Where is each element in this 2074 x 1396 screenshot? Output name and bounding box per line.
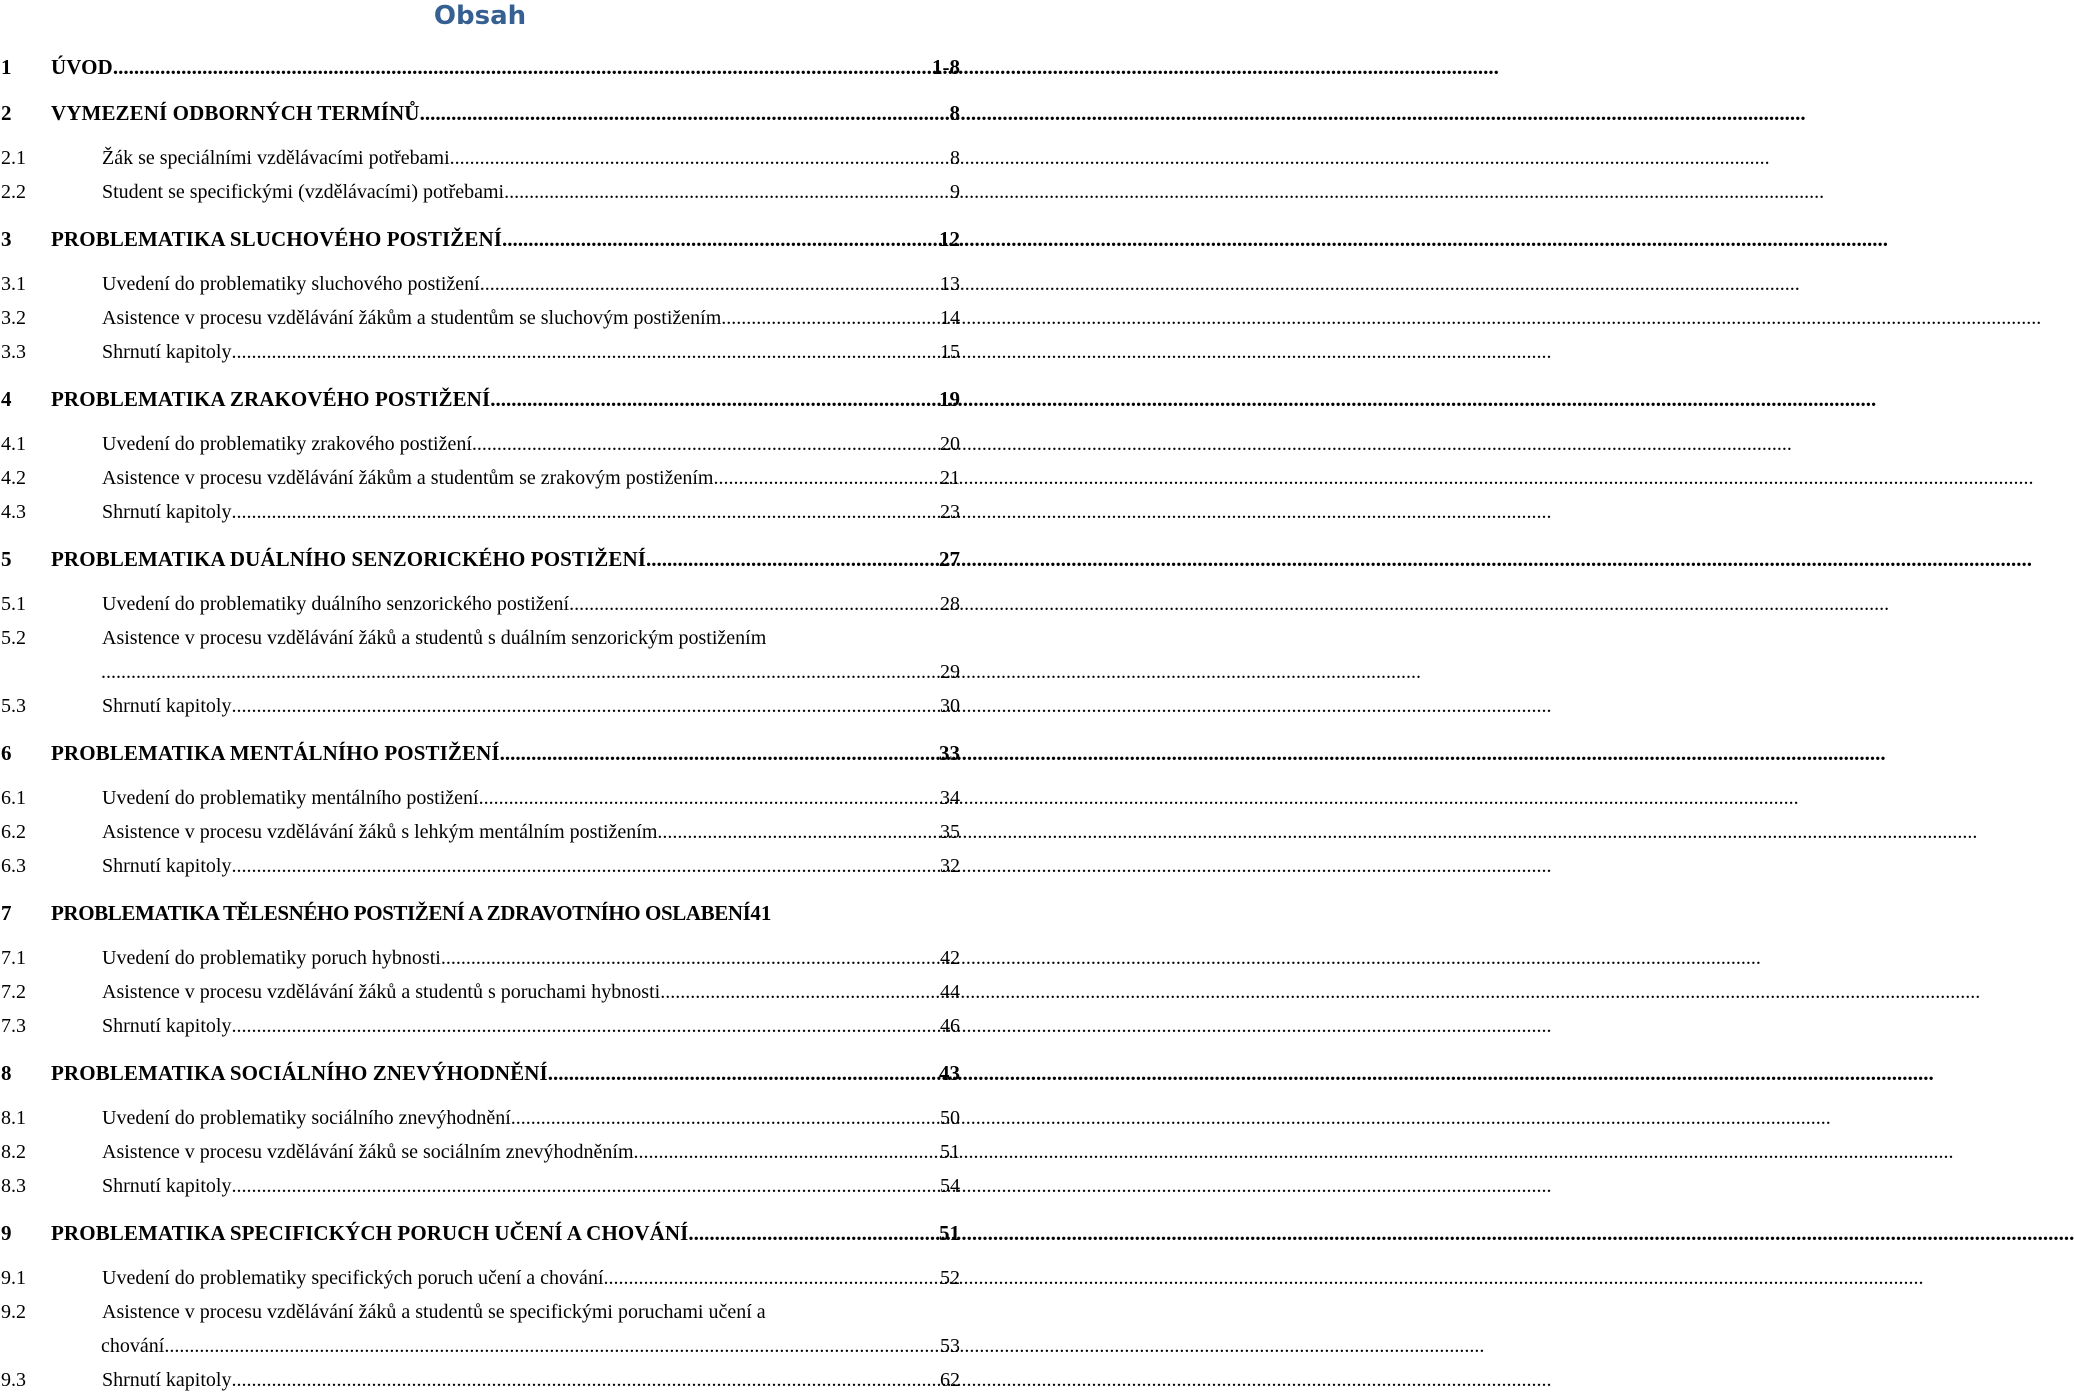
- toc-page: 28: [940, 593, 960, 615]
- toc-label: Žák se speciálními vzdělávacími potřebami: [102, 147, 450, 169]
- toc-label: PROBLEMATIKA DUÁLNÍHO SENZORICKÉHO POSTIŽENÍ: [51, 547, 647, 571]
- toc-number: 7.1: [1, 947, 26, 969]
- toc-leader: [502, 224, 937, 254]
- toc-page: 8: [949, 101, 960, 125]
- toc-label: Shrnutí kapitoly: [102, 855, 232, 877]
- toc-label: VYMEZENÍ ODBORNÝCH TERMÍNŮ: [51, 101, 420, 125]
- toc-leader: [472, 430, 938, 458]
- toc-leader: [231, 692, 938, 720]
- toc-chapter-1[interactable]: [0, 52, 960, 82]
- toc-number: 8.1: [1, 1107, 26, 1129]
- toc-number: 6.2: [1, 821, 26, 843]
- toc-label: PROBLEMATIKA ZRAKOVÉHO POSTIŽENÍ: [51, 387, 491, 411]
- toc-page: 53: [940, 1335, 960, 1357]
- toc-number: 5.1: [1, 593, 26, 615]
- toc-leader: [500, 738, 937, 768]
- toc-section-2-2[interactable]: [0, 178, 960, 206]
- toc-section-5-2[interactable]: [0, 624, 960, 652]
- toc-leader: [660, 978, 938, 1006]
- toc-leader: [420, 98, 948, 128]
- toc-label: PROBLEMATIKA SLUCHOVÉHO POSTIŽENÍ: [51, 227, 502, 251]
- toc-number: 4.2: [1, 467, 26, 489]
- toc-label-continuation: chování: [101, 1335, 165, 1357]
- toc-number: 2.2: [1, 181, 26, 203]
- toc-number: 5.3: [1, 695, 26, 717]
- toc-section-3-3[interactable]: [0, 338, 960, 366]
- toc-label: Shrnutí kapitoly: [102, 695, 232, 717]
- toc-leader: [231, 1172, 938, 1200]
- toc-section-4-2[interactable]: [0, 464, 960, 492]
- toc-label: Asistence v procesu vzdělávání žáků a studentů se specifickými poruchami učení a: [102, 1301, 766, 1323]
- toc-section-6-3[interactable]: [0, 852, 960, 880]
- toc-section-4-3[interactable]: [0, 498, 960, 526]
- toc-number: 3.2: [1, 307, 26, 329]
- toc-number: 4.1: [1, 433, 26, 455]
- toc-page: 13: [940, 273, 960, 295]
- toc-section-3-1[interactable]: [0, 270, 960, 298]
- toc-number: 6.1: [1, 787, 26, 809]
- toc-number: 4: [1, 387, 12, 411]
- toc-page: 29: [940, 661, 960, 683]
- toc-page: 27: [939, 547, 960, 571]
- toc-number: 5.2: [1, 627, 26, 649]
- toc-section-7-3[interactable]: [0, 1012, 960, 1040]
- toc-number: 6.3: [1, 855, 26, 877]
- toc-leader: [231, 852, 938, 880]
- toc-page: 41: [750, 901, 772, 925]
- toc-section-9-3[interactable]: [0, 1366, 960, 1394]
- toc-page: 20: [940, 433, 960, 455]
- toc-leader: [634, 1138, 939, 1166]
- toc-leader: [657, 818, 938, 846]
- toc-leader: [604, 1264, 939, 1292]
- toc-page: 21: [940, 467, 960, 489]
- toc-page: 33: [939, 741, 960, 765]
- toc-section-7-1[interactable]: [0, 944, 960, 972]
- toc-leader: [441, 944, 938, 972]
- toc-title: Obsah: [433, 1, 527, 31]
- toc-page: 23: [940, 501, 960, 523]
- toc-label: PROBLEMATIKA SOCIÁLNÍHO ZNEVÝHODNĚNÍ: [51, 1061, 548, 1085]
- toc-page: 42: [940, 947, 960, 969]
- toc-section-5-2-continuation[interactable]: [0, 658, 960, 686]
- toc-leader: [101, 658, 938, 686]
- toc-number: 3.1: [1, 273, 26, 295]
- toc-section-4-1[interactable]: [0, 430, 960, 458]
- toc-number: 8.2: [1, 1141, 26, 1163]
- toc-label: PROBLEMATIKA SPECIFICKÝCH PORUCH UČENÍ A CHOVÁNÍ: [51, 1221, 689, 1245]
- toc-label: Uvedení do problematiky mentálního postižení: [102, 787, 479, 809]
- toc-number: 1: [1, 55, 12, 79]
- toc-page: 43: [939, 1061, 960, 1085]
- toc-section-3-2[interactable]: [0, 304, 960, 332]
- toc-page: 30: [940, 695, 960, 717]
- toc-page: 8: [950, 147, 960, 169]
- toc-number: 8.3: [1, 1175, 26, 1197]
- toc-section-5-3[interactable]: [0, 692, 960, 720]
- toc-leader: [231, 1366, 938, 1394]
- toc-leader: [721, 304, 938, 332]
- toc-label: Uvedení do problematiky sluchového postižení: [102, 273, 480, 295]
- toc-section-5-1[interactable]: [0, 590, 960, 618]
- toc-chapter-8[interactable]: [0, 1058, 960, 1088]
- toc-number: 2.1: [1, 147, 26, 169]
- toc-leader: [713, 464, 938, 492]
- toc-section-6-2[interactable]: [0, 818, 960, 846]
- toc-label: Asistence v procesu vzdělávání žáků a studentů s duálním senzorickým postižením: [102, 627, 767, 649]
- toc-number: 6: [1, 741, 12, 765]
- toc-label: Asistence v procesu vzdělávání žáků s lehkým mentálním postižením: [102, 821, 658, 843]
- toc-page: 44: [940, 981, 960, 1003]
- toc-leader: [113, 52, 930, 82]
- toc-label: PROBLEMATIKA MENTÁLNÍHO POSTIŽENÍ: [51, 741, 500, 765]
- toc-leader: [231, 498, 938, 526]
- toc-leader: [504, 178, 948, 206]
- toc-number: 3.3: [1, 341, 26, 363]
- toc-section-7-2[interactable]: [0, 978, 960, 1006]
- toc-section-8-1[interactable]: [0, 1104, 960, 1132]
- toc-label: Uvedení do problematiky zrakového postižení: [102, 433, 472, 455]
- toc-label: Uvedení do problematiky duálního senzorického postižení: [102, 593, 570, 615]
- toc-chapter-2[interactable]: [0, 98, 960, 128]
- toc-page: 51: [939, 1221, 960, 1245]
- toc-page: 46: [940, 1015, 960, 1037]
- toc-section-8-3[interactable]: [0, 1172, 960, 1200]
- toc-leader: [490, 384, 937, 414]
- toc-number: 9: [1, 1221, 12, 1245]
- toc-page: 52: [940, 1267, 960, 1289]
- toc-label: Shrnutí kapitoly: [102, 501, 232, 523]
- toc-label: Asistence v procesu vzdělávání žáků a studentů s poruchami hybnosti: [102, 981, 661, 1003]
- toc-number: 7.3: [1, 1015, 26, 1037]
- toc-section-8-2[interactable]: [0, 1138, 960, 1166]
- toc-label: Shrnutí kapitoly: [102, 1015, 232, 1037]
- toc-leader: [231, 338, 938, 366]
- toc-label: Shrnutí kapitoly: [102, 1369, 232, 1391]
- toc-leader: [450, 144, 948, 172]
- toc-number: 9.3: [1, 1369, 26, 1391]
- toc-leader: [480, 270, 938, 298]
- toc-page: 12: [939, 227, 960, 251]
- toc-section-9-1[interactable]: [0, 1264, 960, 1292]
- toc-section-9-2[interactable]: [0, 1298, 960, 1326]
- toc-chapter-9[interactable]: [0, 1218, 960, 1248]
- toc-label: Uvedení do problematiky specifických poruch učení a chování: [102, 1267, 604, 1289]
- toc-page: 50: [940, 1107, 960, 1129]
- toc-page: 14: [940, 307, 960, 329]
- toc-page: 34: [940, 787, 960, 809]
- toc-number: 3: [1, 227, 12, 251]
- toc-chapter-5[interactable]: [0, 544, 960, 574]
- toc-page: 62: [940, 1369, 960, 1391]
- toc-label: Uvedení do problematiky poruch hybnosti: [102, 947, 441, 969]
- toc-page: 32: [940, 855, 960, 877]
- toc-number: 7.2: [1, 981, 26, 1003]
- toc-label: Shrnutí kapitoly: [102, 1175, 232, 1197]
- toc-page: 9: [950, 181, 960, 203]
- toc-page: 51: [940, 1141, 960, 1163]
- toc-number: 9.2: [1, 1301, 26, 1323]
- toc-label: Asistence v procesu vzdělávání žákům a studentům se sluchovým postižením: [102, 307, 722, 329]
- toc-number: 7: [1, 901, 12, 925]
- toc-leader: [548, 1058, 937, 1088]
- toc-leader: [479, 784, 938, 812]
- toc-label: Student se specifickými (vzdělávacími) potřebami: [102, 181, 505, 203]
- toc-number: 9.1: [1, 1267, 26, 1289]
- toc-page: 35: [940, 821, 960, 843]
- toc-chapter-6[interactable]: [0, 738, 960, 768]
- toc-leader: [511, 1104, 938, 1132]
- toc-label: Shrnutí kapitoly: [102, 341, 232, 363]
- toc-section-6-1[interactable]: [0, 784, 960, 812]
- toc-leader: [231, 1012, 938, 1040]
- toc-page: 15: [940, 341, 960, 363]
- toc-number: 5: [1, 547, 12, 571]
- toc-chapter-7[interactable]: [0, 898, 960, 928]
- toc-leader: [164, 1332, 938, 1360]
- toc-label: Asistence v procesu vzdělávání žákům a studentům se zrakovým postižením: [102, 467, 714, 489]
- toc-number: 8: [1, 1061, 12, 1085]
- toc-leader: [646, 544, 937, 574]
- toc-section-9-2-continuation[interactable]: [0, 1332, 960, 1360]
- toc-page: 54: [940, 1175, 960, 1197]
- toc-section-2-1[interactable]: [0, 144, 960, 172]
- toc-label: Asistence v procesu vzdělávání žáků se sociálním znevýhodněním: [102, 1141, 634, 1163]
- toc-chapter-3[interactable]: [0, 224, 960, 254]
- toc-leader: [688, 1218, 937, 1248]
- toc-label: ÚVOD: [51, 55, 113, 79]
- toc-page: 1-8: [932, 55, 960, 79]
- toc-number: 2: [1, 101, 12, 125]
- toc-number: 4.3: [1, 501, 26, 523]
- toc-label: Uvedení do problematiky sociálního znevýhodnění: [102, 1107, 511, 1129]
- toc-leader: [569, 590, 938, 618]
- toc-page: 19: [939, 387, 960, 411]
- toc-chapter-4[interactable]: [0, 384, 960, 414]
- toc-label: PROBLEMATIKA TĚLESNÉHO POSTIŽENÍ A ZDRAVOTNÍHO OSLABENÍ: [51, 901, 751, 925]
